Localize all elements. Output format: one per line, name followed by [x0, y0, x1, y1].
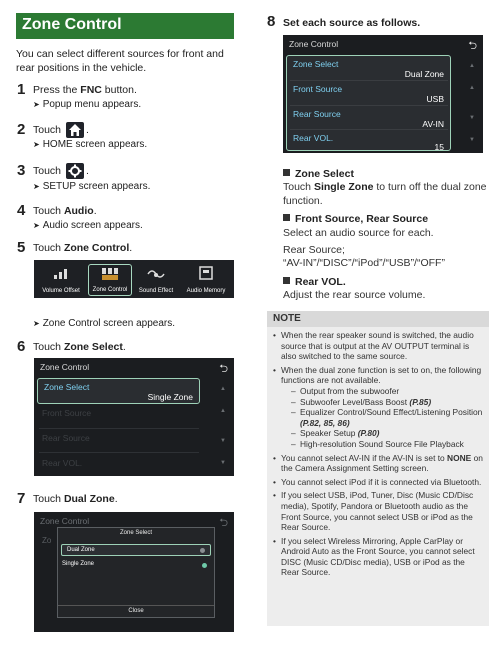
note-header: NOTE [267, 311, 489, 327]
front-source-row[interactable]: Front Source USB [293, 84, 444, 104]
step-5-result: ➤ Zone Control screen appears. [33, 318, 175, 329]
step-2-number: 2 [17, 121, 26, 138]
audio-memory-icon [196, 266, 216, 280]
step-5-number: 5 [17, 239, 26, 256]
step-4-number: 4 [17, 202, 26, 219]
step-2-text: Touch . [33, 122, 89, 138]
zone-control-screen-single [34, 358, 234, 476]
page-title-bar [16, 13, 234, 39]
audio-item-audio-memory[interactable]: Audio Memory [182, 264, 230, 296]
front-rear-source-heading: Front Source, Rear Source [283, 213, 428, 225]
behind-letters: Zo [42, 536, 52, 545]
scroll-up-icon[interactable]: ▲ [220, 408, 226, 414]
page-title: Zone Control [22, 16, 122, 33]
scrollbar[interactable] [216, 380, 230, 472]
rear-vol-description: Adjust the rear source volume. [283, 289, 426, 301]
square-bullet-icon [283, 169, 290, 176]
back-icon[interactable]: ⮌ [219, 517, 228, 529]
home-icon [66, 122, 84, 138]
note-item: • When the rear speaker sound is switched, the audio source that is output at the AV OUTPUT terminal is also switched to the same source. [273, 330, 485, 362]
note-item: • If you select Wireless Mirroring, Apple CarPlay or Android Auto as the Front Source, you cannot select DISC (Music CD/Disc media), USB or iPod as the Rear Source. [273, 536, 485, 578]
audio-menu-strip [34, 260, 234, 298]
square-bullet-icon [283, 214, 290, 221]
step-4-text: Touch Audio. [33, 205, 97, 217]
scroll-bottom-icon[interactable]: ▼ [220, 460, 226, 466]
audio-item-sound-effect[interactable]: Sound Effect [134, 264, 178, 296]
note-item: • You cannot select iPod if it is connected via Bluetooth. [273, 477, 485, 488]
step-7-text: Touch Dual Zone. [33, 493, 118, 505]
note-item: • When the dual zone function is set to on, the following functions are not available. – Output from the subwoofer – Subwoofer Level/Bass Boost (P.85) – Equalizer Control/Sound Effect/Listening Position (P.82, 85, 86) – Speaker Setup (P.80) – High-resolution Sound Source File Playback [273, 365, 485, 450]
gear-icon [66, 163, 84, 179]
back-icon[interactable]: ⮌ [468, 40, 477, 52]
step-5-text: Touch Zone Control. [33, 242, 133, 254]
note-item: • If you select USB, iPod, Tuner, Disc (Music CD/Disc media), Spotify, Pandora or Bluetooth audio as the Front Source, you cannot select USB or iPod as the Rear Source. [273, 490, 485, 532]
screen-header: Zone Control ⮌ [34, 358, 234, 376]
screen-header: Zone Control ⮌ [283, 35, 483, 53]
zone-select-row[interactable]: Zone Select Single Zone [37, 378, 200, 404]
step-3-number: 3 [17, 162, 26, 179]
audio-item-volume-offset[interactable]: Volume Offset [38, 264, 84, 296]
close-button[interactable]: Close [128, 608, 144, 614]
dim-row-front-source: Front Source [42, 408, 92, 418]
step-3-result: ➤ SETUP screen appears. [33, 181, 151, 192]
step-6-text: Touch Zone Select. [33, 341, 126, 353]
square-bullet-icon [283, 277, 290, 284]
step-6-number: 6 [17, 338, 26, 355]
step-1-text: Press the FNC button. [33, 84, 137, 96]
step-8-number: 8 [267, 13, 276, 30]
zone-select-row[interactable]: Zone Select Dual Zone [293, 59, 444, 79]
rear-vol-heading: Rear VOL. [283, 276, 346, 288]
audio-item-zone-control[interactable]: Zone Control [88, 264, 132, 296]
zone-control-icon [100, 267, 120, 281]
note-box [267, 311, 489, 626]
note-body [273, 330, 485, 581]
step-2-result: ➤ HOME screen appears. [33, 139, 148, 150]
intro-text: You can select different sources for front and rear positions in the vehicle. [16, 48, 224, 74]
scrollbar[interactable] [465, 57, 479, 149]
rear-vol-row[interactable]: Rear VOL. 15 [293, 133, 444, 152]
scroll-down-icon[interactable]: ▼ [469, 115, 475, 121]
step-7-number: 7 [17, 490, 26, 507]
dim-row-rear-vol: Rear VOL. [42, 458, 83, 468]
back-icon[interactable]: ⮌ [219, 363, 228, 375]
step-3-text: Touch . [33, 163, 89, 179]
dual-zone-option[interactable]: Dual Zone [61, 544, 211, 556]
volume-offset-icon [51, 266, 71, 280]
zone-select-popup: Zone Select Dual Zone Single Zone Close [57, 527, 215, 618]
zone-control-screen-set [283, 35, 483, 153]
step-1-number: 1 [17, 81, 26, 98]
zone-select-heading: Zone Select [283, 168, 354, 180]
screen-header: Zone Control ⮌ [34, 512, 234, 530]
step-8-text: Set each source as follows. [283, 17, 421, 29]
radio-dot-icon [200, 548, 205, 553]
step-4-result: ➤ Audio screen appears. [33, 220, 143, 231]
source-rows-box [286, 55, 451, 151]
front-rear-description: Select an audio source for each. Rear Source; “AV-IN”/“DISC”/“iPod”/“USB”/“OFF” [283, 227, 445, 269]
sound-effect-icon [146, 266, 166, 280]
scroll-top-icon[interactable]: ▲ [469, 63, 475, 69]
step-1-result: ➤ Popup menu appears. [33, 99, 142, 110]
note-item: • You cannot select AV-IN if the AV-IN is set to NONE on the Camera Assignment Setting screen. [273, 453, 485, 474]
radio-dot-selected-icon [202, 563, 207, 568]
rear-source-row[interactable]: Rear Source AV-IN [293, 109, 444, 129]
scroll-top-icon[interactable]: ▲ [220, 386, 226, 392]
scroll-up-icon[interactable]: ▲ [469, 85, 475, 91]
scroll-down-icon[interactable]: ▼ [220, 438, 226, 444]
single-zone-option[interactable]: Single Zone [62, 561, 95, 567]
dim-row-rear-source: Rear Source [42, 433, 90, 443]
zone-select-description: Touch Single Zone to turn off the dual zone function. [283, 181, 487, 207]
scroll-bottom-icon[interactable]: ▼ [469, 137, 475, 143]
